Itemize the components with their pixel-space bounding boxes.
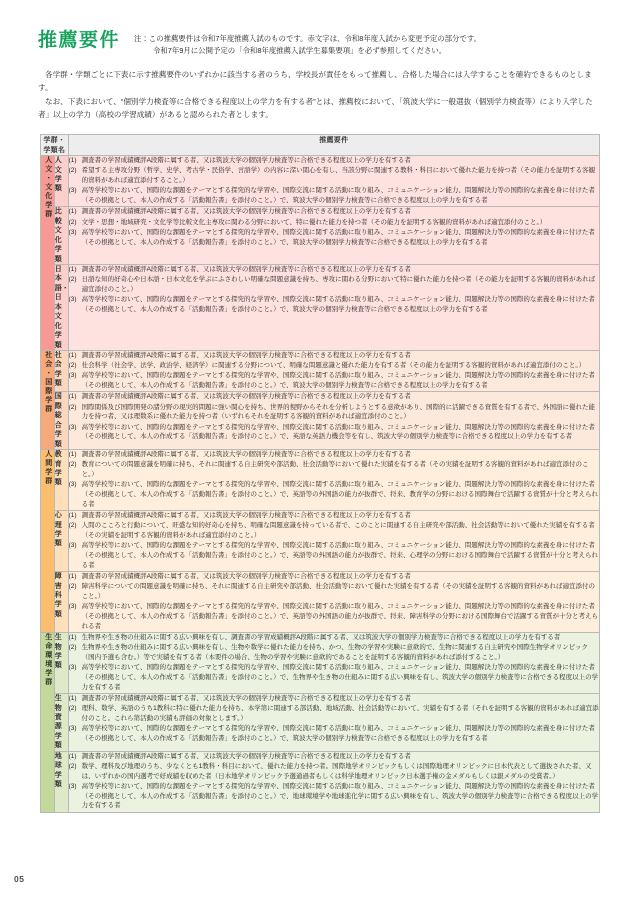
table-header: [41, 135, 600, 156]
requirement-marker: (1): [68, 208, 77, 216]
table-body: [41, 156, 600, 813]
requirement-text: 調査書の学習成績概評A段階に属する者、又は筑波大学の個別学力検査等に合格できる程度以上の学力を有する者: [81, 573, 411, 581]
requirements-cell: [68, 572, 599, 633]
requirement-marker: (1): [68, 752, 77, 760]
requirement-marker: (2): [68, 276, 77, 284]
requirement-marker: (3): [68, 423, 77, 431]
group-name-label: 人間学群: [44, 450, 52, 487]
requirement-item: [69, 403, 599, 423]
requirement-item: [69, 207, 599, 217]
requirement-item: [69, 521, 599, 541]
requirement-text: 調査書の学習成績概評A段階に属する者、又は筑波大学の個別学力検査等に合格できる程度以上の学力を有する者: [81, 451, 411, 459]
requirement-marker: (1): [68, 351, 77, 359]
page-number: 05: [14, 874, 25, 884]
requirement-item: [69, 724, 599, 744]
requirement-marker: (2): [68, 403, 77, 411]
department-name-cell: [54, 511, 68, 572]
requirement-text: 高等学校等において、国際的な課題をテーマとする探究的な学習や、国際交流に関する活動に取り組み、コミュニケーション能力、問題解決力等の国際的な素養を身に付けた者（その根拠として、本人の作成する「活動報告書」を添付のこと。）で、筑波大学の個別学力検査等に合格できる程度以上の学力を有する者: [81, 372, 595, 390]
department-name-label: 生物資源学類: [54, 695, 62, 750]
requirement-marker: (2): [68, 705, 77, 713]
requirement-text: 高等学校等において、国際的な課題をテーマとする探究的な学習や、国際交流に関する活動に取り組み、コミュニケーション能力、問題解決力等の国際的な素養を身に付けた者（その根拠として、本人の作成する「活動報告書」を添付のこと。）で、英語な英語力機会等を有し、筑波大学の個別学力検査等に合格できる程度以上の学力を有する者: [81, 423, 595, 441]
group-name-label: 人文・文化学群: [44, 156, 52, 220]
requirement-item: [69, 480, 599, 509]
requirements-table-wrapper: [0, 121, 636, 813]
requirement-item: [69, 633, 599, 643]
requirement-item: [69, 643, 599, 663]
department-name-cell: [54, 633, 68, 694]
department-name-label: 地球学類: [54, 752, 62, 789]
requirement-text: 調査書の学習成績概評A段階に属する者、又は筑波大学の個別学力検査等に合格できる程度以上の学力を有する者: [81, 512, 411, 520]
header-group-department: 学群・学類名: [41, 135, 69, 156]
table-row: [41, 694, 600, 752]
requirements-cell: [68, 265, 599, 351]
requirement-text: 文学・思想・地域研究・文化学等比較文化主専攻に関わる分野において、特に優れた能力を持つ者（その能力を証明する客観的資料があれば適宜添付のこと。）: [81, 218, 547, 226]
table-row: [41, 450, 600, 511]
requirement-text: 高等学校等において、国際的な課題をテーマとする探究的な学習や、国際交流に関する活動に取り組み、コミュニケーション能力、問題解決力等の国際的な素養を身に付けた者（その根拠として、本人の作成する「活動報告書」を添付のこと。）で、筑波大学の個別学力検査等に合格できる程度以上の学力を有する者: [81, 296, 595, 314]
requirement-text: 国際関係及び国際開発の諸分野の現実的問題に強い関心を持ち、世界的視野からそれを分析しようとする意欲があり、国際的に活躍できる資質を有する者で、外国語に優れた能力を持つ者、又は理数系に優れた能力を持つ者（いずれもそれを証明する客観的資料があれば適宜添付のこと。）: [81, 403, 595, 421]
requirement-text: 高等学校等において、国際的な課題をテーマとする探究的な学習や、国際交流に関する活動に取り組み、コミュニケーション能力、問題解決力等の国際的な素養を身に付けた者（その根拠として、本人の作成する「活動報告書」を添付のこと。）で、地球環境学や地球進化学に関する広い興味を有し、筑波大学の個別学力検査等に合格できる程度以上の学力を有する者: [81, 782, 599, 810]
department-name-cell: [54, 694, 68, 752]
requirement-text: 高等学校等において、国際的な課題をテーマとする探究的な学習や、国際交流に関する活動に取り組み、コミュニケーション能力、問題解決力等の国際的な素養を身に付けた者（その根拠として、本人の作成する「活動報告書」を添付のこと。）で、英語等の外国語の能力が抜群で、将来、心理学の分野における国際舞台で活躍する資質が十分と考えられる者: [81, 542, 598, 569]
requirement-item: [69, 275, 599, 295]
requirements-cell: [68, 511, 599, 572]
requirement-item: [69, 361, 599, 371]
requirement-marker: (2): [68, 583, 77, 591]
requirement-marker: (3): [68, 782, 77, 790]
department-name-label: 比較文化学類: [54, 208, 62, 263]
requirements-cell: [68, 392, 599, 450]
requirement-text: 調査書の学習成績概評A段階に属する者、又は筑波大学の個別学力検査等に合格できる程度以上の学力を有する者: [81, 695, 411, 703]
department-name-label: 障害科学類: [54, 573, 62, 618]
table-row: [41, 392, 600, 450]
requirement-item: [69, 156, 599, 166]
department-name-cell: [54, 751, 68, 812]
table-row: [41, 156, 600, 207]
requirement-item: [69, 186, 599, 206]
intro-paragraph-1: 各学群・学類ごとに下表に示す推薦要件のいずれかに該当する者のうち、学校長が責任をもって推薦し、合格した場合には入学することを確約できるものとします。: [38, 69, 592, 93]
requirement-text: 調査書の学習成績概評A段階に属する者、又は筑波大学の個別学力検査等に合格できる程度以上の学力を有する者: [81, 208, 411, 216]
department-name-label: 日本語・日本文化学類: [54, 266, 69, 349]
table-row: [41, 265, 600, 351]
requirement-marker: (2): [68, 762, 77, 770]
requirements-cell: [68, 694, 599, 752]
requirement-item: [69, 602, 599, 631]
requirement-item: [69, 752, 599, 762]
requirement-marker: (2): [68, 362, 77, 370]
requirement-item: [69, 265, 599, 275]
requirement-marker: (2): [68, 522, 77, 530]
requirement-text: 高等学校等において、国際的な課題をテーマとする探究的な学習や、国際交流に関する活動に取り組み、コミュニケーション能力、問題解決力等の国際的な素養を身に付けた者（その根拠として、本人の作成する「活動報告書」を添付のこと。）で、筑波大学の個別学力検査等に合格できる程度以上の学力を有する者: [81, 228, 595, 246]
requirement-marker: (2): [68, 218, 77, 226]
table-row: [41, 511, 600, 572]
requirement-text: 日語な知的好奇心や日本語・日本文化を学ぶにふさわしい明確な問題意識を持ち、専攻に関わる分野において特に優れた能力を持つ者（その能力を証明する客観的資料があれば適宜添付のこと。）: [81, 276, 596, 294]
requirement-text: 数学、理科及び地理のうち、少なくとも1教科・科目において、優れた能力を持つ者。国際地学オリンピックもしくは国際地理オリンピックに日本代表として選抜された者、又は、いずれかの国内選考で好成績を収めた者（日本地学オリンピック予選通過者もしくは科学地理オリンピック日本選手権の金メダルもしくは銀メダルの受賞者。）: [81, 762, 592, 780]
requirement-item: [69, 351, 599, 361]
requirement-text: 社会科学（社会学、法学、政治学、経済学）に関連する分野について、明確な問題意識と優れた能力を有する者（その能力を証明する客観的資料があれば適宜添付のこと。）: [81, 362, 586, 370]
department-name-cell: [54, 450, 68, 511]
table-row: [41, 633, 600, 694]
requirement-text: 高等学校等において、国際的な課題をテーマとする探究的な学習や、国際交流に関する活動に取り組み、コミュニケーション能力、問題解決力等の国際的な素養を身に付けた者（その根拠として、本人の作成する「活動報告書」を添付のこと。）で、英語等の外国語の能力が抜群で、将来、教育学の分野における国際舞台で活躍する資質が十分と考えられる者: [81, 481, 598, 508]
page-header: [0, 0, 636, 57]
intro-text: [0, 57, 636, 121]
requirement-item: [69, 460, 599, 480]
requirement-marker: (1): [68, 512, 77, 520]
requirement-item: [69, 572, 599, 582]
requirement-item: [69, 582, 599, 602]
requirement-item: [69, 450, 599, 460]
requirement-text: 調査書の学習成績概評A段階に属する者、又は筑波大学の個別学力検査等に合格できる程度以上の学力を有する者: [81, 752, 411, 760]
requirement-marker: (2): [68, 461, 77, 469]
department-name-label: 生物学類: [54, 634, 62, 670]
table-row: [41, 572, 600, 633]
requirement-item: [69, 218, 599, 228]
requirement-marker: (3): [68, 542, 77, 550]
group-name-cell: [41, 450, 55, 633]
requirement-item: [69, 762, 599, 782]
requirement-marker: (1): [68, 451, 77, 459]
group-name-cell: [41, 633, 55, 813]
table-row: [41, 207, 600, 265]
requirement-text: 高等学校等において、国際的な課題をテーマとする探究的な学習や、国際交流に関する活動に取り組み、コミュニケーション能力、問題解決力等の国際的な素養を身に付けた者（その根拠として、本人の作成する「活動報告書」を添付のこと。）で、英語等の外国語の能力が抜群で、将来、障害科学の分野における国際舞台で活躍する資質が十分と考えられる者: [81, 603, 598, 630]
department-name-cell: [54, 207, 68, 265]
requirement-item: [69, 694, 599, 704]
page-title: 推薦要件: [38, 30, 121, 51]
department-name-cell: [54, 392, 68, 450]
requirement-marker: (3): [68, 296, 77, 304]
requirements-cell: [68, 156, 599, 207]
group-name-label: 生命環境学群: [44, 633, 52, 688]
table-header-row: [41, 135, 600, 156]
requirement-text: 生物界や生き物の仕組みに関する広い興味を有し、生物や数学に優れた能力を持ち、かつ、生物の学習や実験に意欲的で、生物に関連する自主研究や国際生物学オリンピック（国内予選も含む。）等で実績を有する者（本要件の場合、生物の学習や実験に意欲的であることを証明する客観的資料があれば添付すること。）: [81, 644, 588, 662]
requirements-cell: [68, 350, 599, 392]
requirement-text: 人間のこころと行動について、旺盛な知的好奇心を持ち、明確な問題意識を持っている者で、このことに関連する自主研究や部活動、社会活動等において優れた実績を有する者（その実績を証明する客観的資料があれば適宜添付のこと。）: [81, 522, 595, 540]
requirement-item: [69, 663, 599, 692]
table-row: [41, 751, 600, 812]
requirement-marker: (2): [68, 167, 77, 175]
requirement-marker: (3): [68, 664, 77, 672]
requirement-marker: (3): [68, 228, 77, 236]
requirement-item: [69, 423, 599, 443]
department-name-label: 国際総合学類: [54, 393, 62, 448]
requirement-item: [69, 392, 599, 402]
department-name-cell: [54, 572, 68, 633]
requirement-text: 調査書の学習成績概評A段階に属する者、又は筑波大学の個別学力検査等に合格できる程度以上の学力を有する者: [81, 266, 411, 274]
intro-paragraph-2: なお、下表において、“個別学力検査等に合格できる程度以上の学力を有する者”とは、推薦校において、「筑波大学に一般選抜（個別学力検査等）により入学した者」以上の学力（高校の学習成績）があると認められた者とします。: [38, 97, 593, 120]
requirement-text: 高等学校等において、国際的な課題をテーマとする探究的な学習や、国際交流に関する活動に取り組み、コミュニケーション能力、問題解決力等の国際的な素養を身に付けた者（その根拠として、本人の作成する「活動報告書」を添付のこと。）で、筑波大学の個別学力検査等に合格できる程度以上の学力を有する者: [81, 725, 595, 743]
requirements-cell: [68, 633, 599, 694]
department-name-label: 社会学類: [54, 351, 62, 388]
requirement-marker: (1): [68, 266, 77, 274]
header-requirements: 推薦要件: [68, 135, 599, 156]
requirement-text: 理科、数学、英語のうち1教科に特に優れた能力を持ち、本学第に関連する部活動、地域活動、社会活動等において、実績を有する者（それを証明する客観的資料があれば適宜添付のこと。これら第活動の実績も評価の対象とします。）: [81, 705, 599, 723]
department-name-label: 心理学類: [54, 512, 62, 548]
requirements-cell: [68, 450, 599, 511]
group-name-cell: [41, 350, 55, 449]
group-name-label: 社会・国際学群: [44, 350, 52, 414]
department-name-cell: [54, 265, 68, 351]
requirement-marker: (1): [68, 634, 77, 642]
requirement-marker: (3): [68, 481, 77, 489]
department-name-cell: [54, 156, 68, 207]
requirement-item: [69, 541, 599, 570]
requirement-text: 高等学校等において、国際的な課題をテーマとする探究的な学習や、国際交流に関する活動に取り組み、コミュニケーション能力、問題解決力等の国際的な素養を身に付けた者（その根拠として、本人の作成する「活動報告書」を添付のこと。）で、筑波大学の個別学力検査等に合格できる程度以上の学力を有する者: [81, 187, 595, 205]
requirement-item: [69, 704, 599, 724]
requirement-text: 障害科学についての問題意識を明確に持ち、それに関連する自主研究や部活動、社会活動等において優れた実績を有する者（その実績を証明する客観的資料があれば適宜添付のこと。）: [81, 583, 595, 601]
notice-line-2: 令和7年9月に公開予定の「令和8年度推薦入試学生募集要項」を必ず参照してください。: [153, 45, 447, 55]
requirement-marker: (3): [68, 187, 77, 195]
requirement-marker: (1): [68, 157, 77, 165]
requirement-text: 調査書の学習成績概評A段階に属する者、又は筑波大学の個別学力検査等に合格できる程度以上の学力を有する者: [81, 157, 411, 165]
requirement-marker: (3): [68, 725, 77, 733]
requirement-marker: (1): [68, 573, 77, 581]
requirement-text: 生物界や生き物の仕組みに関する広い興味を有し、調査書の学習成績概評A段階に属する者、又は筑波大学の個別学力検査等に合格できる程度以上の学力を有する者: [81, 634, 561, 642]
requirement-text: 調査書の学習成績概評A段階に属する者、又は筑波大学の個別学力検査等に合格できる程度以上の学力を有する者: [81, 393, 411, 401]
requirement-text: 調査書の学習成績概評A段階に属する者、又は筑波大学の個別学力検査等に合格できる程度以上の学力を有する者: [81, 351, 411, 359]
requirements-cell: [68, 207, 599, 265]
department-name-label: 人文学類: [54, 157, 62, 193]
department-name-cell: [54, 350, 68, 392]
requirement-item: [69, 511, 599, 521]
requirement-item: [69, 782, 599, 811]
requirement-text: 希望する主専攻分野（哲学、史学、考古学・民俗学、言語学）の内容に深い関心を有し、当該分野に関連する教科・科目において優れた能力を持つ者（その能力を証明する客観的資料があれば適宜添付すること。）: [81, 167, 596, 185]
table-row: [41, 350, 600, 392]
notice-block: [134, 30, 481, 57]
requirement-marker: (3): [68, 603, 77, 611]
requirement-marker: (1): [68, 393, 77, 401]
group-name-cell: [41, 156, 55, 351]
notice-line-1: 注：この推薦要件は令和7年度推薦入試のものです。赤文字は、令和8年度入試から変更予定の部分です。: [134, 34, 482, 43]
requirement-item: [69, 371, 599, 391]
requirement-item: [69, 295, 599, 315]
requirement-item: [69, 228, 599, 248]
department-name-label: 教育学類: [54, 451, 62, 487]
requirement-item: [69, 166, 599, 186]
recommendation-requirements-table: [40, 134, 600, 813]
requirement-text: 高等学校等において、国際的な課題をテーマとする探究的な学習や、国際交流に関する活動に取り組み、コミュニケーション能力、問題解決力等の国際的な素養を身に付けた者（その根拠として、本人の作成する「活動報告書」を添付のこと。）で、生物界や生き物の仕組みに関する広い興味を有し、筑波大学の個別学力検査等に合格できる程度以上の学力を有する者: [81, 664, 599, 691]
requirements-cell: [68, 751, 599, 812]
requirement-marker: (3): [68, 372, 77, 380]
requirement-marker: (1): [68, 695, 77, 703]
requirement-text: 教育についての問題意識を明確に持ち、それに関連する自主研究や部活動、社会活動等において優れた実績を有する者（その実績を証明する客観的資料があれば適宜添付のこと。）: [81, 461, 589, 479]
requirement-marker: (2): [68, 644, 77, 652]
